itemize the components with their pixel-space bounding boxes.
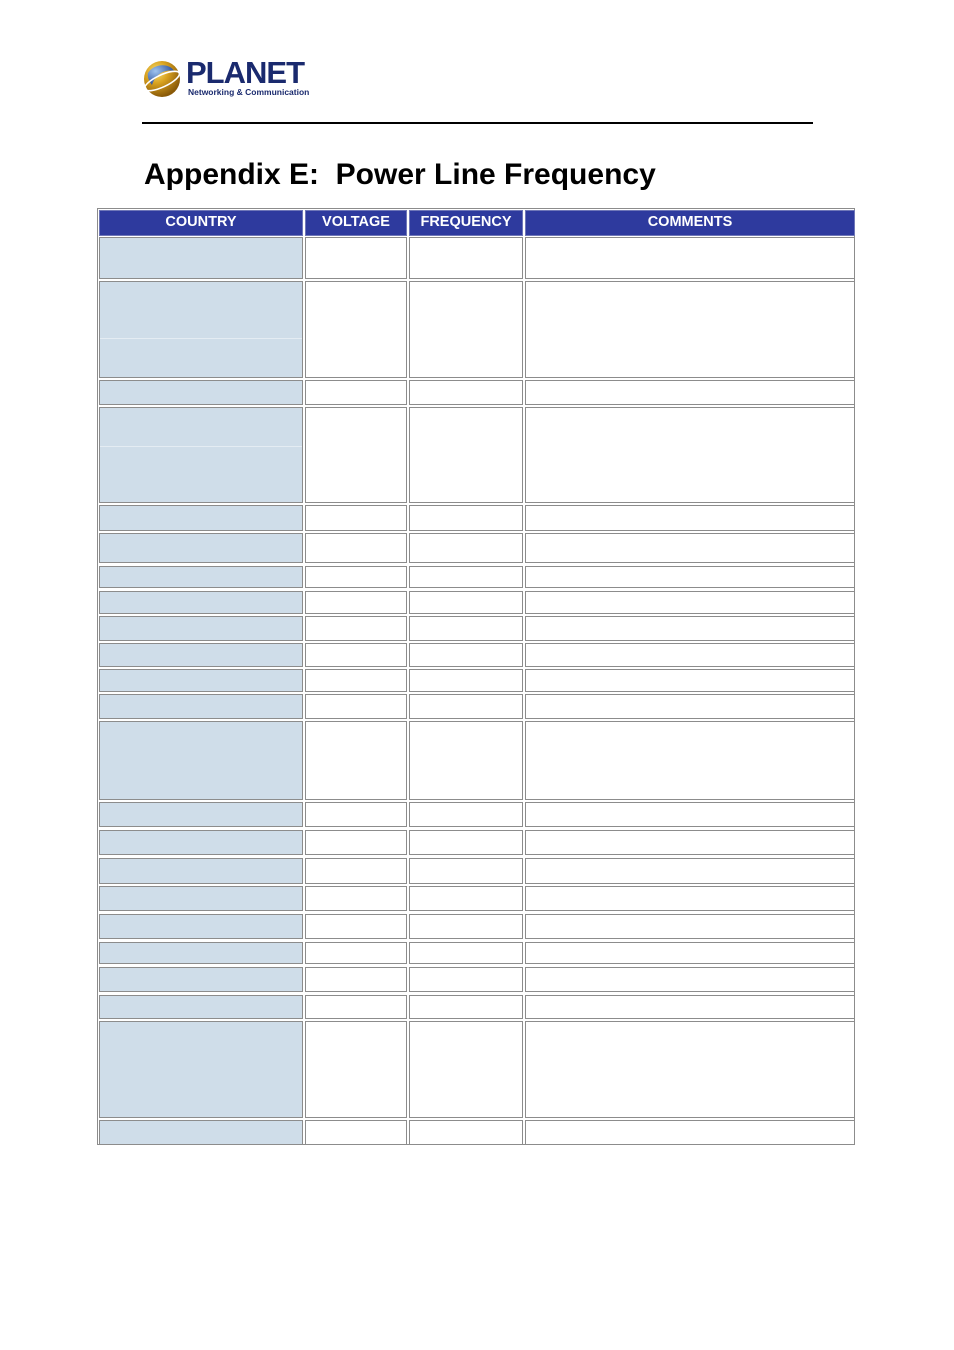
comments-cell: [525, 886, 855, 911]
frequency-cell: [409, 995, 523, 1019]
comments-cell: [525, 533, 855, 563]
column-header-frequency: FREQUENCY: [409, 210, 523, 236]
comments-cell: [525, 942, 855, 964]
country-cell: [99, 721, 303, 800]
frequency-cell: [409, 533, 523, 563]
comments-cell: [525, 616, 855, 641]
country-cell: [99, 1120, 303, 1145]
country-cell: [99, 669, 303, 692]
frequency-cell: [409, 237, 523, 279]
frequency-cell: [409, 616, 523, 641]
voltage-cell: [305, 407, 407, 503]
cell-divider: [100, 446, 302, 447]
comments-cell: [525, 643, 855, 667]
logo-wordmark: PLANET: [186, 55, 304, 90]
comments-cell: [525, 1021, 855, 1118]
comments-cell: [525, 669, 855, 692]
country-cell: [99, 858, 303, 884]
voltage-cell: [305, 1021, 407, 1118]
comments-cell: [525, 967, 855, 992]
comments-cell: [525, 802, 855, 827]
frequency-cell: [409, 669, 523, 692]
country-cell: [99, 407, 303, 503]
comments-cell: [525, 505, 855, 531]
voltage-cell: [305, 802, 407, 827]
comments-cell: [525, 237, 855, 279]
voltage-cell: [305, 694, 407, 719]
frequency-cell: [409, 281, 523, 378]
frequency-cell: [409, 407, 523, 503]
comments-cell: [525, 281, 855, 378]
frequency-cell: [409, 886, 523, 911]
frequency-cell: [409, 967, 523, 992]
voltage-cell: [305, 1120, 407, 1145]
frequency-cell: [409, 858, 523, 884]
column-header-voltage: VOLTAGE: [305, 210, 407, 236]
page-title: Appendix E: Power Line Frequency: [144, 158, 656, 191]
voltage-cell: [305, 591, 407, 614]
comments-cell: [525, 914, 855, 939]
country-cell: [99, 380, 303, 405]
comments-cell: [525, 830, 855, 855]
voltage-cell: [305, 914, 407, 939]
voltage-cell: [305, 942, 407, 964]
voltage-cell: [305, 830, 407, 855]
country-cell: [99, 505, 303, 531]
comments-cell: [525, 407, 855, 503]
comments-cell: [525, 1120, 855, 1145]
country-cell: [99, 830, 303, 855]
comments-cell: [525, 995, 855, 1019]
country-cell: [99, 616, 303, 641]
frequency-cell: [409, 942, 523, 964]
comments-cell: [525, 591, 855, 614]
frequency-cell: [409, 914, 523, 939]
country-cell: [99, 942, 303, 964]
comments-cell: [525, 858, 855, 884]
planet-logo: [142, 56, 312, 102]
country-cell: [99, 1021, 303, 1118]
frequency-cell: [409, 802, 523, 827]
logo-tagline: Networking & Communication: [188, 87, 310, 97]
frequency-cell: [409, 830, 523, 855]
country-cell: [99, 643, 303, 667]
comments-cell: [525, 566, 855, 588]
voltage-cell: [305, 380, 407, 405]
country-cell: [99, 995, 303, 1019]
frequency-cell: [409, 1120, 523, 1145]
comments-cell: [525, 721, 855, 800]
voltage-cell: [305, 669, 407, 692]
voltage-cell: [305, 281, 407, 378]
voltage-cell: [305, 858, 407, 884]
voltage-cell: [305, 616, 407, 641]
voltage-cell: [305, 566, 407, 588]
country-cell: [99, 886, 303, 911]
frequency-cell: [409, 380, 523, 405]
column-header-comments: COMMENTS: [525, 210, 855, 236]
voltage-cell: [305, 967, 407, 992]
frequency-cell: [409, 1021, 523, 1118]
country-cell: [99, 967, 303, 992]
country-cell: [99, 566, 303, 588]
voltage-cell: [305, 886, 407, 911]
country-cell: [99, 694, 303, 719]
voltage-cell: [305, 533, 407, 563]
comments-cell: [525, 694, 855, 719]
frequency-cell: [409, 505, 523, 531]
country-cell: [99, 533, 303, 563]
frequency-cell: [409, 643, 523, 667]
frequency-cell: [409, 721, 523, 800]
voltage-cell: [305, 505, 407, 531]
frequency-cell: [409, 694, 523, 719]
country-cell: [99, 281, 303, 378]
globe-icon: [142, 59, 182, 99]
voltage-cell: [305, 995, 407, 1019]
frequency-cell: [409, 566, 523, 588]
voltage-cell: [305, 643, 407, 667]
header-divider: [142, 122, 813, 124]
power-frequency-table: [97, 208, 855, 1145]
cell-divider: [100, 338, 302, 339]
voltage-cell: [305, 721, 407, 800]
country-cell: [99, 914, 303, 939]
country-cell: [99, 591, 303, 614]
comments-cell: [525, 380, 855, 405]
country-cell: [99, 237, 303, 279]
frequency-cell: [409, 591, 523, 614]
voltage-cell: [305, 237, 407, 279]
country-cell: [99, 802, 303, 827]
column-header-country: COUNTRY: [99, 210, 303, 236]
